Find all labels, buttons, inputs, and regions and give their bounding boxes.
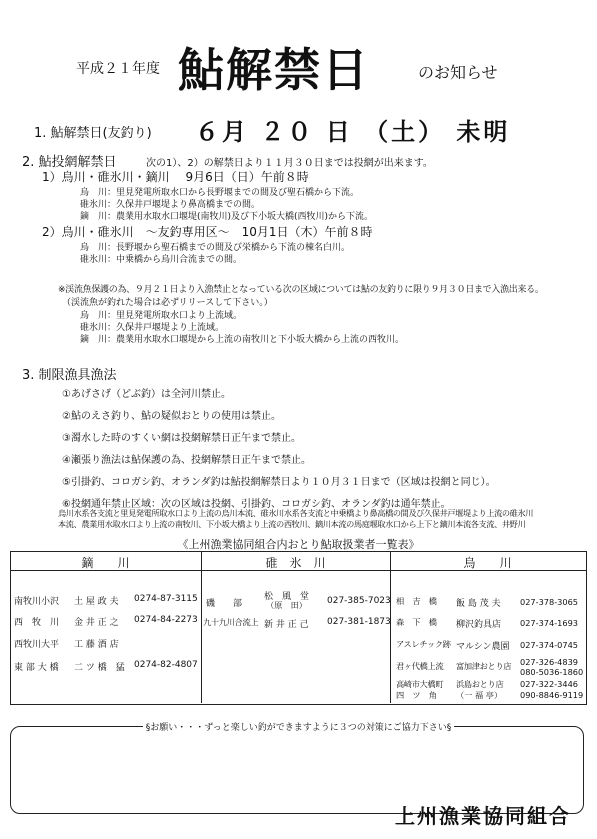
dealer-tel: 090-8846-9119 bbox=[520, 690, 584, 700]
dealer-tel: 0274-84-2273 bbox=[134, 615, 198, 625]
rule-item: ④瀬張り漁法は鮎保護の為、投網解禁日正午まで禁止。 bbox=[62, 455, 311, 466]
footer-organization: 上州漁業協同組合 bbox=[395, 804, 571, 828]
section2-sub1-line: 烏 川：里見発電所取水口から長野堰までの間及び聖石橋から下流。 bbox=[80, 188, 360, 198]
dealer-name: （一 福 亭） bbox=[456, 690, 503, 700]
table-divider bbox=[390, 551, 391, 703]
rule-item: ⑤引掛釣、コロガシ釣、オランダ釣は鮎投網解禁日より１０月３１日まで（区域は投網と同じ）。 bbox=[62, 477, 496, 488]
rule-item: ⑥投網通年禁止区域：次の区域は投網、引掛釣、コロガシ釣、オランダ釣は通年禁止。 bbox=[62, 499, 451, 510]
section2-sub2-line: 碓氷川：中乗橋から烏川合流までの間。 bbox=[80, 255, 243, 265]
dealer-name: 土 屋 政 夫 bbox=[74, 597, 119, 607]
section2-note-release: （渓流魚が釣れた場合は必ずリリースして下さい。） bbox=[62, 298, 273, 308]
dealer-tel-alt: 080-5036-1860 bbox=[520, 667, 584, 677]
dealer-tel: 027-326-4839 bbox=[520, 657, 579, 667]
dealer-name: 新 井 正 己 bbox=[264, 620, 309, 630]
dealer-name: 柳沢釣具店 bbox=[456, 620, 502, 630]
section2-note-line: 烏 川：里見発電所取水口より上流域。 bbox=[80, 311, 243, 321]
dealer-place: アスレチック跡 bbox=[396, 639, 451, 649]
dealer-tel: 027-374-0745 bbox=[520, 640, 579, 650]
dealer-tel: 027-385-7023 bbox=[327, 596, 391, 606]
section2-sub1-line: 鏑 川：農業用水取水口堰堤(南牧川)及び下小坂大橋(西牧川)から下流。 bbox=[80, 212, 374, 222]
section2-sub2-line: 烏 川：長野堰から聖石橋までの間及び栄橋から下流の棟名白川。 bbox=[80, 243, 351, 253]
dealer-place: 南牧川小沢 bbox=[14, 597, 60, 607]
dealer-name: 二 ツ 橋 猛 bbox=[74, 663, 125, 673]
title-suffix: のお知らせ bbox=[418, 63, 498, 82]
section2-note: ※渓流魚保護の為、９月２１日より入漁禁止となっている次の区域については鮎の友釣りに限り９月３０日まで入漁出来る。 bbox=[58, 285, 544, 295]
column-header-karasu: 烏 川 bbox=[463, 556, 512, 570]
request-text bbox=[0, 720, 597, 733]
column-header-kabura: 鏑 川 bbox=[81, 556, 130, 570]
directory-title: 《上州漁業協同組合内おとり鮎取扱業者一覧表》 bbox=[177, 538, 420, 551]
dealer-place: 相 吉 橋 bbox=[396, 596, 437, 606]
dealer-place: 四 ツ 角 bbox=[396, 690, 437, 700]
section2-intro: 次の1）、2）の解禁日より１１月３０日までは投網が出来ます。 bbox=[146, 158, 433, 169]
dealer-tel: 0274-82-4807 bbox=[134, 660, 198, 670]
section3-label: 3. 制限漁具漁法 bbox=[22, 368, 117, 383]
dealer-name: 松 風 堂 bbox=[264, 592, 310, 602]
dealer-name: 飯 島 茂 夫 bbox=[456, 599, 501, 609]
dealer-name: マルシン農園 bbox=[456, 642, 510, 652]
section1-label: 1. 鮎解禁日(友釣り) bbox=[34, 126, 152, 141]
dealer-place: 西牧川大平 bbox=[14, 640, 60, 650]
section1-date: ６月 ２０ 日 （土） 未明 bbox=[195, 118, 511, 146]
rule-item: ③濁水した時のすくい網は投網解禁日正午まで禁止。 bbox=[62, 433, 301, 444]
dealer-name: 富加津おとり店 bbox=[456, 661, 512, 671]
dealer-place: 高崎市大橋町 bbox=[396, 679, 444, 689]
dealer-place: 西 牧 川 bbox=[14, 618, 60, 628]
rule-detail: 烏川水系各支流と里見発電所取水口より上流の烏川本流、碓氷川水系各支流と中乗橋より鼻高橋の間及び久保井戸堰堤より上流の碓氷川 bbox=[58, 508, 534, 518]
dealer-place: 九十九川合流上 bbox=[203, 617, 259, 627]
column-header-usui: 碓 氷 川 bbox=[265, 556, 326, 570]
section2-label: 2. 鮎投網解禁日 bbox=[22, 155, 117, 170]
rule-item: ①あげさげ（どぶ釣）は全河川禁止。 bbox=[62, 389, 231, 400]
dealer-name: 工 藤 酒 店 bbox=[74, 640, 119, 650]
dealer-place: 森 下 橋 bbox=[396, 617, 437, 627]
dealer-name: 金 井 正 之 bbox=[74, 618, 119, 628]
dealer-tel: 027-378-3065 bbox=[520, 597, 579, 607]
section2-sub2-title: 2）烏川・碓氷川 ～友釣専用区～ 10月1日（木）午前８時 bbox=[42, 225, 373, 239]
table-divider bbox=[201, 551, 202, 703]
dealer-place: 君ヶ代橋上流 bbox=[396, 661, 444, 671]
section2-note-line: 碓氷川：久保井戸堰堤より上流域。 bbox=[80, 323, 225, 333]
section2-note-line: 鏑 川：農業用水取水口堰堤から上流の南牧川と下小坂大橋から上流の西牧川。 bbox=[80, 335, 405, 345]
dealer-place: 東 部 大 橋 bbox=[14, 663, 59, 673]
section2-sub1-line: 碓氷川：久保井戸堰堤より鼻高橋までの間。 bbox=[80, 200, 261, 210]
request-text-label: §お願い・・・ずっと楽しい釣ができますように３つの対策にご協力下さい§ bbox=[143, 723, 454, 733]
dealer-tel: 027-381-1873 bbox=[327, 617, 391, 627]
dealer-tel: 0274-87-3115 bbox=[134, 594, 198, 604]
dealer-name: 浜島おとり店 bbox=[456, 679, 504, 689]
rule-item: ②鮎のえさ釣り、鮎の疑似おとりの使用は禁止。 bbox=[62, 411, 281, 422]
dealer-place: 磯 部 bbox=[206, 599, 243, 609]
page-title: 鮎解禁日 bbox=[178, 43, 370, 97]
dealer-tel: 027-322-3446 bbox=[520, 679, 579, 689]
title-era: 平成２１年度 bbox=[76, 61, 160, 77]
rule-detail: 本流、農業用水取水口より上流の南牧川、下小坂大橋より上流の西牧川、鏑川本流の馬庭堰取水口から上下と鏑川本流各支流、井野川 bbox=[58, 519, 526, 529]
dealer-tel: 027-374-1693 bbox=[520, 618, 579, 628]
section2-sub1-title: 1）烏川・碓氷川・鏑川 9月6日（日）午前８時 bbox=[42, 170, 309, 184]
dealer-name-sub: （原 田） bbox=[266, 600, 307, 610]
